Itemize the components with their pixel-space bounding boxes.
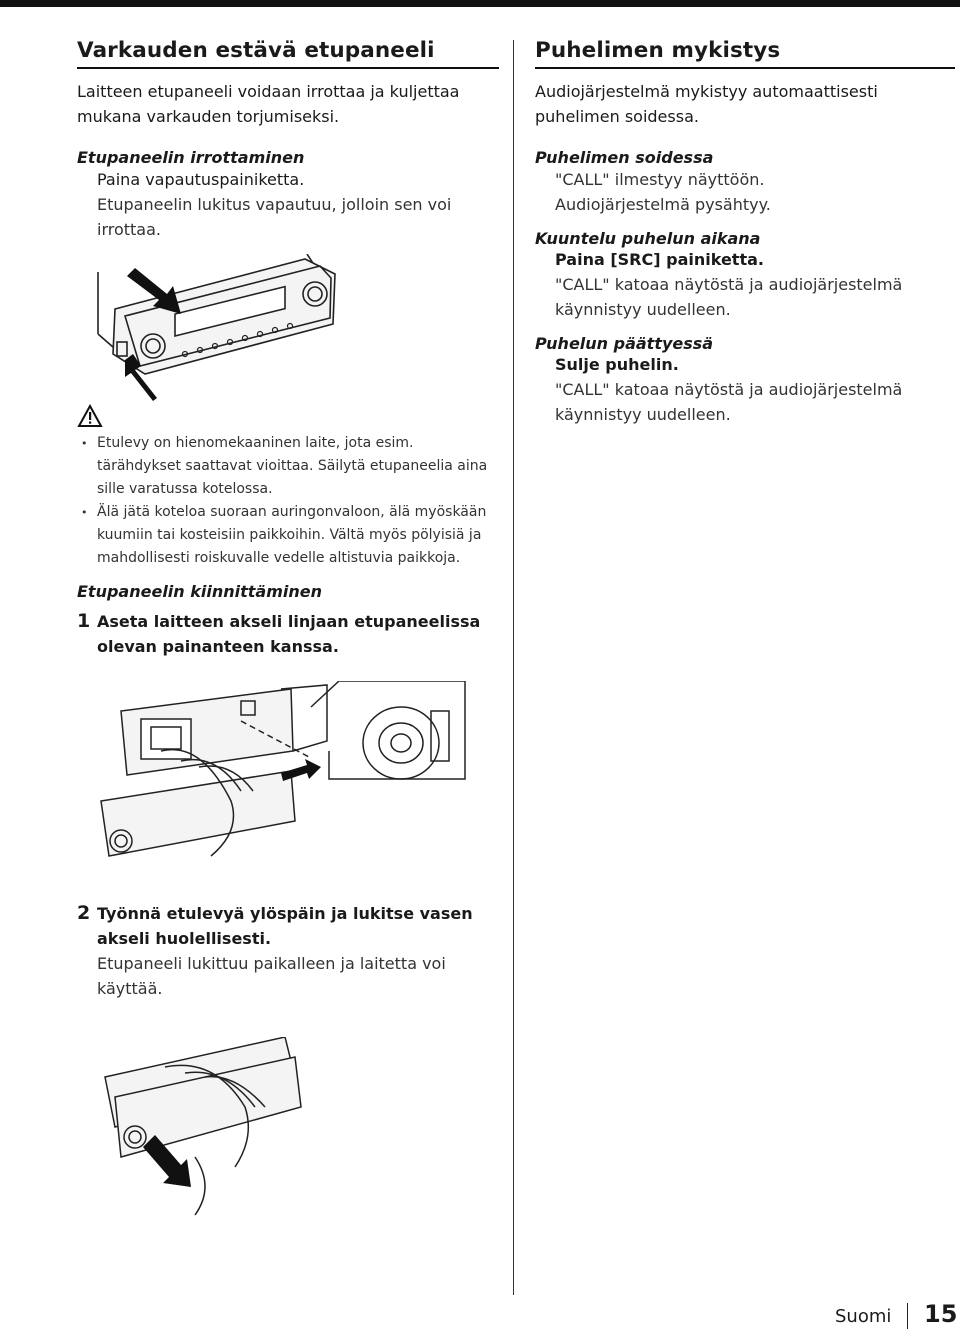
warning-block <box>77 404 499 570</box>
listening-instruction: Paina [SRC] painiketta. <box>555 250 764 269</box>
phone-mute-intro: Audiojärjestelmä mykistyy automaattisesti puhelimen soidessa. <box>535 82 878 126</box>
column-divider <box>513 40 514 1295</box>
listening-heading: Kuuntelu puhelun aikana <box>535 229 761 248</box>
left-column <box>77 38 499 1217</box>
attach-step-2 <box>77 901 499 1001</box>
remove-instruction: Paina vapautuspainiketta. <box>97 170 305 189</box>
step-text: Aseta laitteen akseli linjaan etupaneelissa olevan painanteen kanssa. <box>97 612 481 656</box>
ending-heading: Puhelun päättyessä <box>535 334 714 353</box>
attach-step-1 <box>77 609 499 659</box>
step-result: Etupaneeli lukittuu paikalleen ja laitetta voi käyttää. <box>97 954 446 998</box>
ending-result: "CALL" katoaa näytöstä ja audiojärjestelmä käynnistyy uudelleen. <box>555 380 903 424</box>
lock-illustration <box>95 1037 499 1217</box>
footer-language: Suomi <box>835 1306 892 1327</box>
warning-triangle-icon <box>77 404 103 428</box>
incoming-line-2: Audiojärjestelmä pysähtyy. <box>555 195 771 214</box>
attach-step-2-block <box>77 901 499 1001</box>
step-text: Työnnä etulevyä ylöspäin ja lukitse vasen akseli huolellisesti. <box>97 904 473 948</box>
incoming-line-1: "CALL" ilmestyy näyttöön. <box>555 170 765 189</box>
attach-section <box>77 582 499 659</box>
page-number: 15 <box>924 1300 958 1328</box>
warning-note: • Älä jätä koteloa suoraan auringonvaloon, älä myöskään kuumiin tai kosteisiin paikkoihin. Vältä myös pölyisiä ja mahdollisesti roiskuvalle vedelle altistuvia paikkoja. <box>77 501 499 570</box>
step-number: 2 <box>77 902 91 924</box>
top-rule <box>0 0 960 7</box>
warning-notes <box>77 432 499 570</box>
incoming-heading: Puhelimen soidessa <box>535 148 714 167</box>
ending-section <box>535 334 955 427</box>
footer-separator <box>907 1303 908 1329</box>
incoming-section <box>535 148 955 217</box>
section-title-phone-mute: Puhelimen mykistys <box>535 38 955 69</box>
listening-section <box>535 229 955 322</box>
section-title-antitheft: Varkauden estävä etupaneeli <box>77 38 499 69</box>
listening-result: "CALL" katoaa näytöstä ja audiojärjestelmä käynnistyy uudelleen. <box>555 275 903 319</box>
step-number: 1 <box>77 610 91 632</box>
align-illustration <box>81 681 499 861</box>
release-illustration <box>95 254 499 414</box>
remove-heading: Etupaneelin irrottaminen <box>77 148 305 167</box>
remove-result: Etupaneelin lukitus vapautuu, jolloin sen voi irrottaa. <box>97 195 452 239</box>
remove-section <box>77 148 499 242</box>
ending-instruction: Sulje puhelin. <box>555 355 679 374</box>
attach-heading: Etupaneelin kiinnittäminen <box>77 582 322 601</box>
antitheft-intro: Laitteen etupaneeli voidaan irrottaa ja kuljettaa mukana varkauden torjumiseksi. <box>77 82 460 126</box>
right-column <box>535 38 955 427</box>
warning-note: • Etulevy on hienomekaaninen laite, jota esim. tärähdykset saattavat vioittaa. Säilytä etupaneelia aina sille varatussa kotelossa. <box>77 432 499 501</box>
